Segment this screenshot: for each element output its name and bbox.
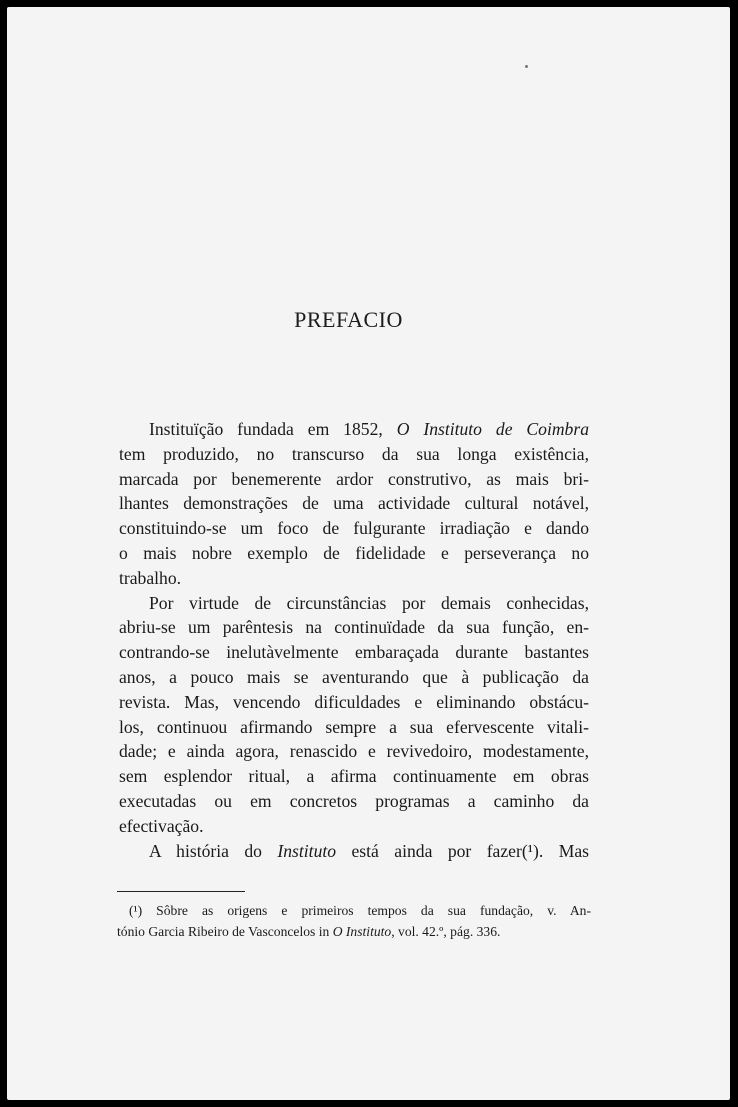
paragraph-2-line-10: efectivação. [119, 815, 204, 836]
paragraph-1-line-2: tem produzido, no transcurso da sua longa existência, [119, 443, 589, 464]
paragraph-3-line-1: A história do Instituto está ainda por fazer(¹). Mas [149, 840, 589, 861]
paragraph-2-line-5: revista. Mas, vencendo dificuldades e eliminando obstácu- [119, 691, 589, 712]
paragraph-1-line-5: constituindo-se um foco de fulgurante irradiação e dando [119, 518, 589, 539]
paragraph-2-line-9: executadas ou em concretos programas a caminho da [119, 790, 589, 811]
body-text [119, 417, 589, 863]
footnote [117, 900, 591, 942]
footnote-journal-title: O Instituto [332, 924, 392, 939]
paragraph-2-line-6: los, continuou afirmando sempre a sua efervescente vitali- [119, 716, 589, 737]
footnote-line-1: (¹) Sôbre as origens e primeiros tempos da sua fundação, v. An- [129, 903, 591, 918]
document-page [7, 7, 730, 1100]
footnote-divider [117, 891, 245, 892]
footnote-line-2: tónio Garcia Ribeiro de Vasconcelos in O Instituto, vol. 42.º, pág. 336. [117, 924, 501, 939]
paragraph-1-line-1: Instituïção fundada em 1852, O Instituto de Coimbra [149, 419, 589, 439]
paragraph-2-line-8: sem esplendor ritual, a afirma continuamente em obras [119, 766, 589, 787]
paragraph-1-line-3: marcada por benemerente ardor construtivo, as mais bri- [119, 468, 589, 489]
paragraph-1-line-4: lhantes demonstrações de uma actividade cultural notável, [119, 493, 589, 514]
paragraph-2-line-1: Por virtude de circunstâncias por demais conhecidas, [149, 592, 589, 613]
paragraph-2-line-2: abriu-se um parêntesis na continuïdade da sua função, en- [119, 617, 589, 638]
paragraph-2-line-4: anos, a pouco mais se aventurando que à publicação da [119, 666, 589, 687]
paragraph-1-line-7: trabalho. [119, 567, 182, 588]
footnote-reference: (¹) [521, 840, 539, 861]
paragraph-2-line-3: contrando-se inelutàvelmente embaraçada durante bastantes [119, 642, 589, 663]
journal-title: O Instituto de Coimbra [396, 419, 589, 439]
institute-name: Instituto [277, 840, 337, 861]
paragraph-2-line-7: dade; e ainda agora, renascido e revivedoiro, modestamente, [119, 741, 589, 762]
paper-speck [525, 65, 528, 68]
page-title: PREFACIO [294, 307, 403, 332]
paragraph-1-line-6: o mais nobre exemplo de fidelidade e perseverança no [119, 542, 589, 563]
